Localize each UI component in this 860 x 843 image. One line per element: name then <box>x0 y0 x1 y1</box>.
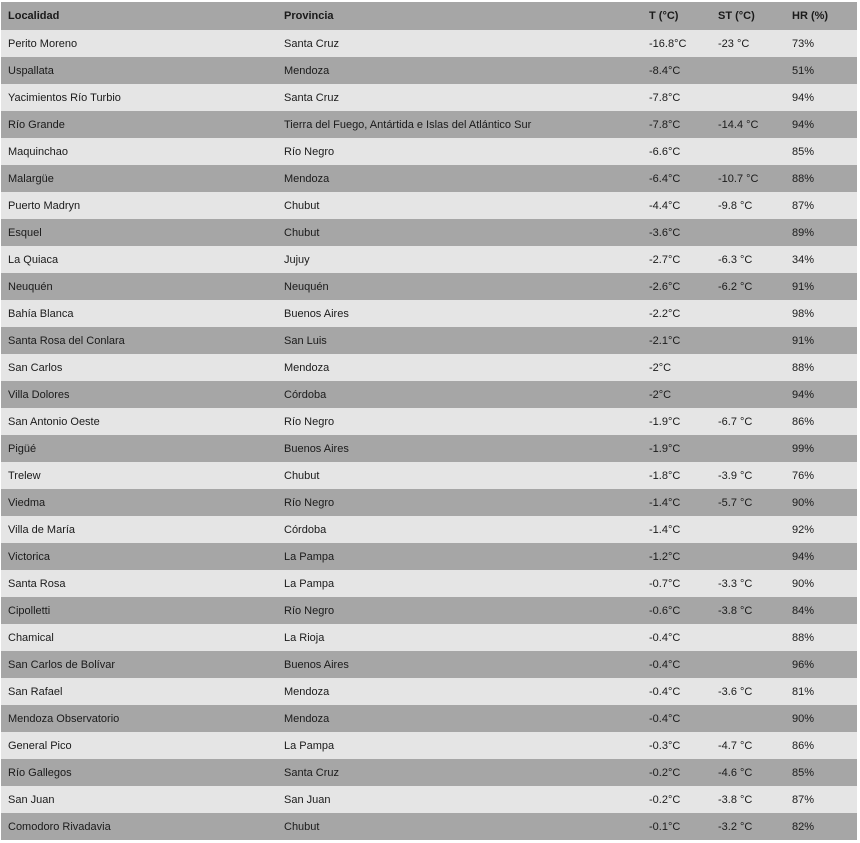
header-row <box>1 2 857 30</box>
cell-provincia: Mendoza <box>277 705 642 732</box>
cell-localidad: Villa Dolores <box>1 381 277 408</box>
table-row <box>1 489 857 516</box>
cell-wind-chill <box>711 84 785 111</box>
cell-temperature: -0.4°C <box>642 624 711 651</box>
table-row <box>1 138 857 165</box>
cell-humidity: 51% <box>785 57 857 84</box>
cell-wind-chill <box>711 300 785 327</box>
cell-wind-chill: -4.7 °C <box>711 732 785 759</box>
cell-humidity: 90% <box>785 570 857 597</box>
cell-wind-chill <box>711 219 785 246</box>
cell-localidad: Villa de María <box>1 516 277 543</box>
cell-temperature: -1.9°C <box>642 408 711 435</box>
cell-wind-chill <box>711 57 785 84</box>
cell-temperature: -1.9°C <box>642 435 711 462</box>
cell-wind-chill: -14.4 °C <box>711 111 785 138</box>
table-row <box>1 192 857 219</box>
cell-wind-chill <box>711 624 785 651</box>
cell-humidity: 82% <box>785 813 857 840</box>
cell-localidad: Puerto Madryn <box>1 192 277 219</box>
cell-humidity: 88% <box>785 624 857 651</box>
cell-humidity: 94% <box>785 111 857 138</box>
cell-temperature: -2.7°C <box>642 246 711 273</box>
cell-localidad: General Pico <box>1 732 277 759</box>
table-row <box>1 354 857 381</box>
cell-temperature: -1.2°C <box>642 543 711 570</box>
cell-provincia: Córdoba <box>277 516 642 543</box>
cell-provincia: Río Negro <box>277 489 642 516</box>
table-row <box>1 624 857 651</box>
table-row <box>1 705 857 732</box>
cell-wind-chill: -23 °C <box>711 30 785 57</box>
cell-temperature: -2°C <box>642 381 711 408</box>
header-temperature: T (°C) <box>642 2 711 30</box>
cell-localidad: San Carlos <box>1 354 277 381</box>
table-row <box>1 570 857 597</box>
table-body <box>1 30 857 840</box>
cell-wind-chill: -10.7 °C <box>711 165 785 192</box>
cell-humidity: 87% <box>785 786 857 813</box>
cell-localidad: San Rafael <box>1 678 277 705</box>
table-row <box>1 786 857 813</box>
cell-localidad: Pigüé <box>1 435 277 462</box>
cell-wind-chill: -4.6 °C <box>711 759 785 786</box>
cell-temperature: -0.7°C <box>642 570 711 597</box>
cell-localidad: Río Grande <box>1 111 277 138</box>
cell-humidity: 88% <box>785 354 857 381</box>
table-row <box>1 813 857 840</box>
temperature-table <box>1 2 857 840</box>
cell-provincia: Santa Cruz <box>277 759 642 786</box>
cell-temperature: -0.1°C <box>642 813 711 840</box>
table-row <box>1 759 857 786</box>
cell-temperature: -1.8°C <box>642 462 711 489</box>
cell-temperature: -0.3°C <box>642 732 711 759</box>
cell-wind-chill: -6.2 °C <box>711 273 785 300</box>
cell-humidity: 85% <box>785 138 857 165</box>
table-row <box>1 678 857 705</box>
cell-temperature: -0.4°C <box>642 651 711 678</box>
cell-wind-chill <box>711 354 785 381</box>
cell-provincia: Jujuy <box>277 246 642 273</box>
cell-localidad: Victorica <box>1 543 277 570</box>
cell-humidity: 99% <box>785 435 857 462</box>
temperature-table-container <box>1 2 859 840</box>
cell-humidity: 89% <box>785 219 857 246</box>
cell-provincia: Buenos Aires <box>277 651 642 678</box>
cell-provincia: Mendoza <box>277 165 642 192</box>
table-row <box>1 327 857 354</box>
table-row <box>1 651 857 678</box>
table-row <box>1 246 857 273</box>
header-provincia: Provincia <box>277 2 642 30</box>
cell-wind-chill: -3.8 °C <box>711 597 785 624</box>
cell-temperature: -0.2°C <box>642 759 711 786</box>
cell-temperature: -16.8°C <box>642 30 711 57</box>
cell-temperature: -1.4°C <box>642 489 711 516</box>
cell-temperature: -6.6°C <box>642 138 711 165</box>
table-row <box>1 273 857 300</box>
cell-provincia: Río Negro <box>277 597 642 624</box>
table-row <box>1 30 857 57</box>
cell-wind-chill: -3.9 °C <box>711 462 785 489</box>
cell-temperature: -4.4°C <box>642 192 711 219</box>
cell-temperature: -2.2°C <box>642 300 711 327</box>
cell-wind-chill: -3.3 °C <box>711 570 785 597</box>
cell-provincia: La Pampa <box>277 570 642 597</box>
cell-provincia: Neuquén <box>277 273 642 300</box>
cell-humidity: 84% <box>785 597 857 624</box>
cell-humidity: 34% <box>785 246 857 273</box>
cell-temperature: -0.4°C <box>642 705 711 732</box>
cell-wind-chill <box>711 327 785 354</box>
cell-wind-chill <box>711 516 785 543</box>
cell-provincia: La Rioja <box>277 624 642 651</box>
table-row <box>1 408 857 435</box>
cell-localidad: Viedma <box>1 489 277 516</box>
cell-humidity: 96% <box>785 651 857 678</box>
cell-provincia: Mendoza <box>277 354 642 381</box>
table-header <box>1 2 857 30</box>
cell-humidity: 87% <box>785 192 857 219</box>
table-row <box>1 111 857 138</box>
table-row <box>1 57 857 84</box>
cell-humidity: 86% <box>785 408 857 435</box>
cell-humidity: 94% <box>785 543 857 570</box>
table-row <box>1 300 857 327</box>
cell-temperature: -0.4°C <box>642 678 711 705</box>
header-wind-chill: ST (°C) <box>711 2 785 30</box>
cell-localidad: Mendoza Observatorio <box>1 705 277 732</box>
cell-wind-chill <box>711 651 785 678</box>
cell-humidity: 98% <box>785 300 857 327</box>
cell-localidad: La Quiaca <box>1 246 277 273</box>
cell-temperature: -1.4°C <box>642 516 711 543</box>
table-row <box>1 435 857 462</box>
table-row <box>1 84 857 111</box>
cell-provincia: Chubut <box>277 462 642 489</box>
cell-provincia: Buenos Aires <box>277 300 642 327</box>
cell-localidad: San Juan <box>1 786 277 813</box>
header-humidity: HR (%) <box>785 2 857 30</box>
cell-wind-chill: -5.7 °C <box>711 489 785 516</box>
cell-humidity: 86% <box>785 732 857 759</box>
cell-provincia: Río Negro <box>277 408 642 435</box>
cell-provincia: Buenos Aires <box>277 435 642 462</box>
cell-localidad: Santa Rosa del Conlara <box>1 327 277 354</box>
cell-temperature: -0.6°C <box>642 597 711 624</box>
cell-wind-chill: -9.8 °C <box>711 192 785 219</box>
cell-provincia: Tierra del Fuego, Antártida e Islas del Atlántico Sur <box>277 111 642 138</box>
cell-localidad: Comodoro Rivadavia <box>1 813 277 840</box>
cell-wind-chill <box>711 543 785 570</box>
table-row <box>1 543 857 570</box>
cell-localidad: Esquel <box>1 219 277 246</box>
cell-provincia: Mendoza <box>277 57 642 84</box>
table-row <box>1 219 857 246</box>
cell-provincia: Santa Cruz <box>277 30 642 57</box>
cell-provincia: Mendoza <box>277 678 642 705</box>
cell-temperature: -2°C <box>642 354 711 381</box>
cell-humidity: 88% <box>785 165 857 192</box>
cell-provincia: San Juan <box>277 786 642 813</box>
cell-localidad: San Antonio Oeste <box>1 408 277 435</box>
table-row <box>1 597 857 624</box>
cell-localidad: Uspallata <box>1 57 277 84</box>
cell-provincia: Chubut <box>277 192 642 219</box>
cell-wind-chill <box>711 138 785 165</box>
cell-humidity: 76% <box>785 462 857 489</box>
cell-wind-chill <box>711 381 785 408</box>
cell-temperature: -0.2°C <box>642 786 711 813</box>
cell-wind-chill: -3.6 °C <box>711 678 785 705</box>
cell-humidity: 85% <box>785 759 857 786</box>
cell-provincia: La Pampa <box>277 732 642 759</box>
cell-wind-chill: -6.7 °C <box>711 408 785 435</box>
cell-temperature: -2.6°C <box>642 273 711 300</box>
table-row <box>1 381 857 408</box>
cell-humidity: 81% <box>785 678 857 705</box>
cell-localidad: Río Gallegos <box>1 759 277 786</box>
header-localidad: Localidad <box>1 2 277 30</box>
cell-humidity: 91% <box>785 273 857 300</box>
cell-temperature: -6.4°C <box>642 165 711 192</box>
cell-temperature: -8.4°C <box>642 57 711 84</box>
table-row <box>1 732 857 759</box>
cell-provincia: Río Negro <box>277 138 642 165</box>
cell-humidity: 73% <box>785 30 857 57</box>
cell-provincia: San Luis <box>277 327 642 354</box>
cell-wind-chill: -3.2 °C <box>711 813 785 840</box>
cell-localidad: San Carlos de Bolívar <box>1 651 277 678</box>
table-row <box>1 165 857 192</box>
cell-localidad: Maquinchao <box>1 138 277 165</box>
cell-localidad: Chamical <box>1 624 277 651</box>
cell-localidad: Trelew <box>1 462 277 489</box>
cell-wind-chill: -3.8 °C <box>711 786 785 813</box>
cell-localidad: Perito Moreno <box>1 30 277 57</box>
cell-provincia: Santa Cruz <box>277 84 642 111</box>
cell-temperature: -3.6°C <box>642 219 711 246</box>
cell-wind-chill <box>711 705 785 732</box>
cell-provincia: Córdoba <box>277 381 642 408</box>
table-row <box>1 516 857 543</box>
cell-humidity: 94% <box>785 381 857 408</box>
table-row <box>1 462 857 489</box>
cell-temperature: -7.8°C <box>642 111 711 138</box>
cell-humidity: 94% <box>785 84 857 111</box>
cell-humidity: 90% <box>785 489 857 516</box>
cell-provincia: Chubut <box>277 813 642 840</box>
cell-localidad: Bahía Blanca <box>1 300 277 327</box>
cell-temperature: -2.1°C <box>642 327 711 354</box>
cell-provincia: La Pampa <box>277 543 642 570</box>
cell-wind-chill <box>711 435 785 462</box>
cell-localidad: Neuquén <box>1 273 277 300</box>
cell-humidity: 92% <box>785 516 857 543</box>
cell-localidad: Santa Rosa <box>1 570 277 597</box>
cell-provincia: Chubut <box>277 219 642 246</box>
cell-localidad: Yacimientos Río Turbio <box>1 84 277 111</box>
cell-localidad: Cipolletti <box>1 597 277 624</box>
cell-humidity: 90% <box>785 705 857 732</box>
cell-localidad: Malargüe <box>1 165 277 192</box>
cell-temperature: -7.8°C <box>642 84 711 111</box>
cell-humidity: 91% <box>785 327 857 354</box>
cell-wind-chill: -6.3 °C <box>711 246 785 273</box>
